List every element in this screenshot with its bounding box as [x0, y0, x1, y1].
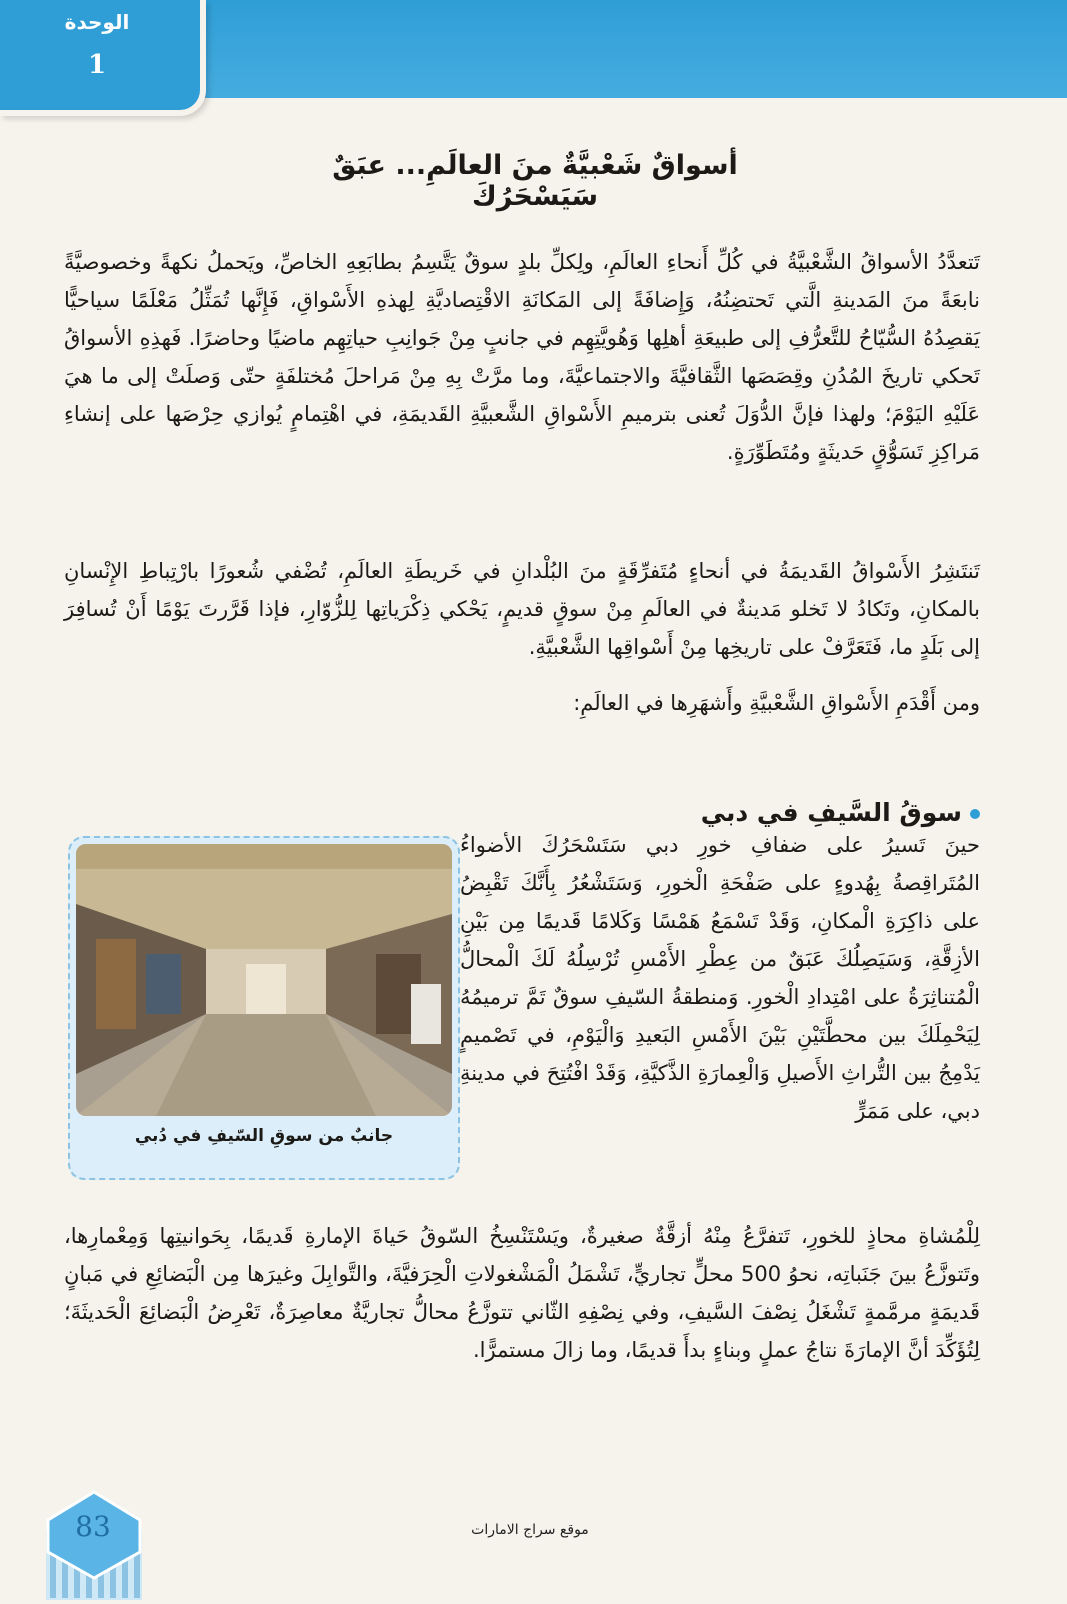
- figure-caption: جانبٌ من سوقِ السّيفِ في دُبي: [134, 1126, 394, 1146]
- unit-tab: [0, 0, 206, 116]
- lead-in-paragraph: ومن أَقْدَمِ الأَسْواقِ الشَّعْبيَّةِ وأَشهَرِها في العالَمِ:: [573, 691, 980, 715]
- market-photo: [76, 844, 452, 1116]
- bullet-icon: [970, 809, 980, 819]
- section-heading: [680, 798, 980, 827]
- figure-frame: [68, 836, 460, 1180]
- page-number: 83: [75, 1510, 111, 1543]
- page-badge: [40, 1490, 148, 1600]
- unit-label: الوحدة: [64, 10, 130, 34]
- section-heading-text: سوقُ السَّيفِ في دبي: [700, 798, 962, 827]
- page-title: أسواقٌ شَعْبيَّةٌ منَ العالَمِ... عبَقٌ سَيَسْحَرُكَ: [332, 150, 738, 212]
- body-paragraph: تَنتَشِرُ الأَسْواقُ القَديمَةُ في أنحاءٍ مُتَفرِّقَةٍ منَ البُلْدانِ في خَريطَةِ العالَمِ، تُضْفي شُعورًا بارْتِباطِ الإِنْسانِ بالمكانِ، وتَكادُ لا تَخلو مَدينةٌ في العالَمِ مِنْ سوقٍ قديمٍ، يَحْكي ذِكْرَياتِها لِلزُّوّارِ، فإذا قَرَّرتَ يَوْمًا أَنْ تُسافِرَ إلى بَلَدٍ ما، فَتَعَرَّفْ على تاريخِها مِنْ أَسْواقِها الشَّعْبيَّةِ.: [64, 559, 980, 659]
- section-paragraph-side: حينَ تَسيرُ على ضفافِ خورِ دبي سَتَسْحَرُكَ الأضواءُ المُتَراقِصةُ بِهُدوءٍ على صَفْحَةِ الْخورِ، وَسَتَشْعُرُ بِأَنَّكَ تَقْبِضُ على ذاكِرَةِ الْمكانِ، وَقَدْ تَسْمَعُ هَمْسًا وَكَلامًا قَديمًا مِن بَيْنِ الأزِقَّةِ، وَسَيَصِلُكَ عَبَقٌ من عِطْرِ الأَمْسِ تُرْسِلُهُ لَكَ الْمحالُّ الْمُتناثِرَةُ على امْتِدادِ الْخورِ. وَمنطقةُ السّيفِ سوقٌ تَمَّ ترميمُهُ لِيَحْمِلَكَ بين محطَّتَيْنِ بَيْنَ الأَمْسِ البَعيدِ وَالْيَوْمِ، في تَصْميمٍ يَدْمِجُ بين التُّراثِ الأَصيلِ وَالْعِمارَةِ الذَّكيَّةِ، وَقَدْ افْتُتِحَ في مدينةِ دبي، على مَمَرٍّ: [460, 833, 980, 1123]
- section-paragraph-full: لِلْمُشاةِ محاذٍ للخورِ، تَتفرَّعُ مِنْهُ أزقَّةٌ صغيرةٌ، ويَسْتَنْسِخُ السّوقُ حَياةَ الإمارةِ قَديمًا، بِحَوانيتِها وَمِعْمارِها، وتَتوزَّعُ بينَ جَنَباتِه، نحوُ 500 محلٍّ تجاريٍّ، تَشْمَلُ الْمَشْغولاتِ الْحِرَفيَّةَ، والتَّوابِلَ وغيرَها مِن الْبَضائِعِ في مَبانٍ قَديمَةٍ مرمَّمةٍ تَشْغَلُ نِصْفَ السَّيفِ، وفي نِصْفِهِ الثّاني تتوزَّعُ محالُّ تجاريَّةٌ معاصِرَةٌ، تَعْرِضُ الْبَضائِعَ الْحَديثَةَ؛ لِتُؤَكِّدَ أنَّ الإمارَةَ نتاجُ عملٍ وبناءٍ بدأَ قديمًا، وما زالَ مستمرًّا.: [64, 1224, 980, 1362]
- footer-watermark: موقع سراج الامارات: [471, 1522, 589, 1538]
- intro-paragraph: تَتعدَّدُ الأسواقُ الشَّعْبيَّةُ في كُلِّ أَنحاءِ العالَمِ، ولِكلِّ بلدٍ سوقٌ يَتَّسِمُ بطابَعِهِ الخاصِّ، ويَحملُ نكهةً وخصوصيَّةً نابعَةً منَ المَدينةِ الَّتي تَحتضِنُهُ، وَإِضافَةً إلى المَكانَةِ الاقْتِصاديَّةِ لِهذهِ الأَسْواقِ، فَإِنَّها تُمَثِّلُ مَعْلَمًا سياحيًّا يَقصِدُهُ السُّيّاحُ للتَّعرُّفِ إلى طبيعَةِ أهلِها وَهُويَّتِهِم في جانبٍ مِنْ جَوانِبِ حياتِهِم ماضيًا وحاضرًا. فَهذِهِ الأسواقُ تَحكي تاريخَ المُدُنِ وقِصَصَها الثَّقافيَّةَ والاجتماعيَّةَ، وما مرَّتْ بِهِ مِنْ مَراحلَ مُختلفَةٍ حتّى وَصلَتْ إلى ما هيَ عَلَيْهِ اليَوْمَ؛ ولهذا فإنَّ الدُّوَلَ تُعنى بترميمِ الأَسْواقِ الشَّعبيَّةِ القَديمَةِ، في اهْتِمامٍ يُوازي حِرْصَها على إنشاءِ مَراكِزِ تَسَوُّقٍ حَديثَةٍ ومُتَطَوِّرَةٍ.: [64, 250, 980, 464]
- unit-number: 1: [87, 50, 107, 80]
